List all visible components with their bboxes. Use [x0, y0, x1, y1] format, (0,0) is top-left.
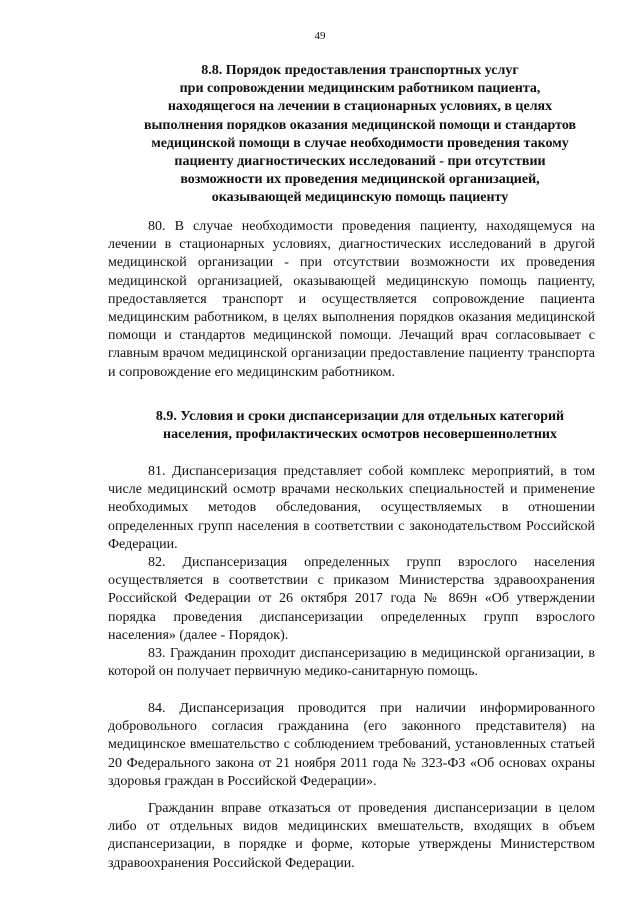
heading-line: выполнения порядков оказания медицинской помощи и стандартов [143, 117, 577, 133]
heading-line: оказывающей медицинскую помощь пациенту [211, 190, 509, 206]
paragraph-82: 82. Диспансеризация определенных групп взрослого населения осуществляется в соответствии с приказом Министерства здравоохранения Российской Федерации от 26 октября 2017 года № 869н «Об утверждении порядка проведения диспансеризации определенных групп взрослого населения» (далее - Порядок). [108, 555, 595, 643]
heading-line: пациенту диагностических исследований - при отсутствии [174, 154, 546, 170]
paragraph-80: 80. В случае необходимости проведения пациенту, находящемуся на лечении в стационарных условиях, диагностических исследований в другой медицинской организации - при отсутствии возможности их проведения медицинской организацией, оказывающей медицинскую помощь пациенту, предоставляется транспорт и осуществляется сопровождение пациента медицинским работником, в целях выполнения порядков оказания медицинской помощи и стандартов медицинской помощи. Лечащий врач согласовывает с главным врачом медицинской организации предоставление пациенту транспорта и сопровождение его медицинским работником. [108, 219, 595, 380]
page-number: 49 [314, 30, 326, 42]
heading-line: 8.8. Порядок предоставления транспортных услуг [201, 63, 519, 78]
heading-line: медицинской помощи в случае необходимости проведения такому [151, 135, 569, 151]
heading-line: при сопровождении медицинским работником пациента, [179, 81, 541, 97]
paragraph-refusal: Гражданин вправе отказаться от проведения диспансеризации в целом либо от отдельных видов медицинских вмешательств, входящих в объем диспансеризации, в порядке и форме, которые утверждены Министерством здравоохранения Российской Федерации. [108, 801, 595, 871]
paragraph-84: 84. Диспансеризация проводится при наличии информированного добровольного согласия гражданина (его законного представителя) на медицинское вмешательство с соблюдением требований, установленных статьей 20 Федерального закона от 21 ноября 2011 года № 323-ФЗ «Об основах охраны здоровья граждан в Российской Федерации». [108, 701, 595, 789]
heading-line: возможности их проведения медицинской организацией, [180, 172, 540, 188]
heading-line: 8.9. Условия и сроки диспансеризации для отдельных категорий [155, 409, 565, 424]
paragraph-81: 81. Диспансеризация представляет собой комплекс мероприятий, в том числе медицинский осмотр врачами нескольких специальностей и применение необходимых методов обследования, осуществляемых в отношении определенных групп населения в соответствии с законодательством Российской Федерации. [108, 464, 595, 552]
heading-line: населения, профилактических осмотров несовершеннолетних [163, 427, 557, 443]
section-8-9-heading [100, 408, 620, 444]
heading-line: находящегося на лечении в стационарных условиях, в целях [167, 99, 553, 115]
paragraph-83: 83. Гражданин проходит диспансеризацию в медицинской организации, в которой он получает первичную медико-санитарную помощь. [108, 646, 595, 680]
section-8-8-heading [100, 62, 620, 208]
